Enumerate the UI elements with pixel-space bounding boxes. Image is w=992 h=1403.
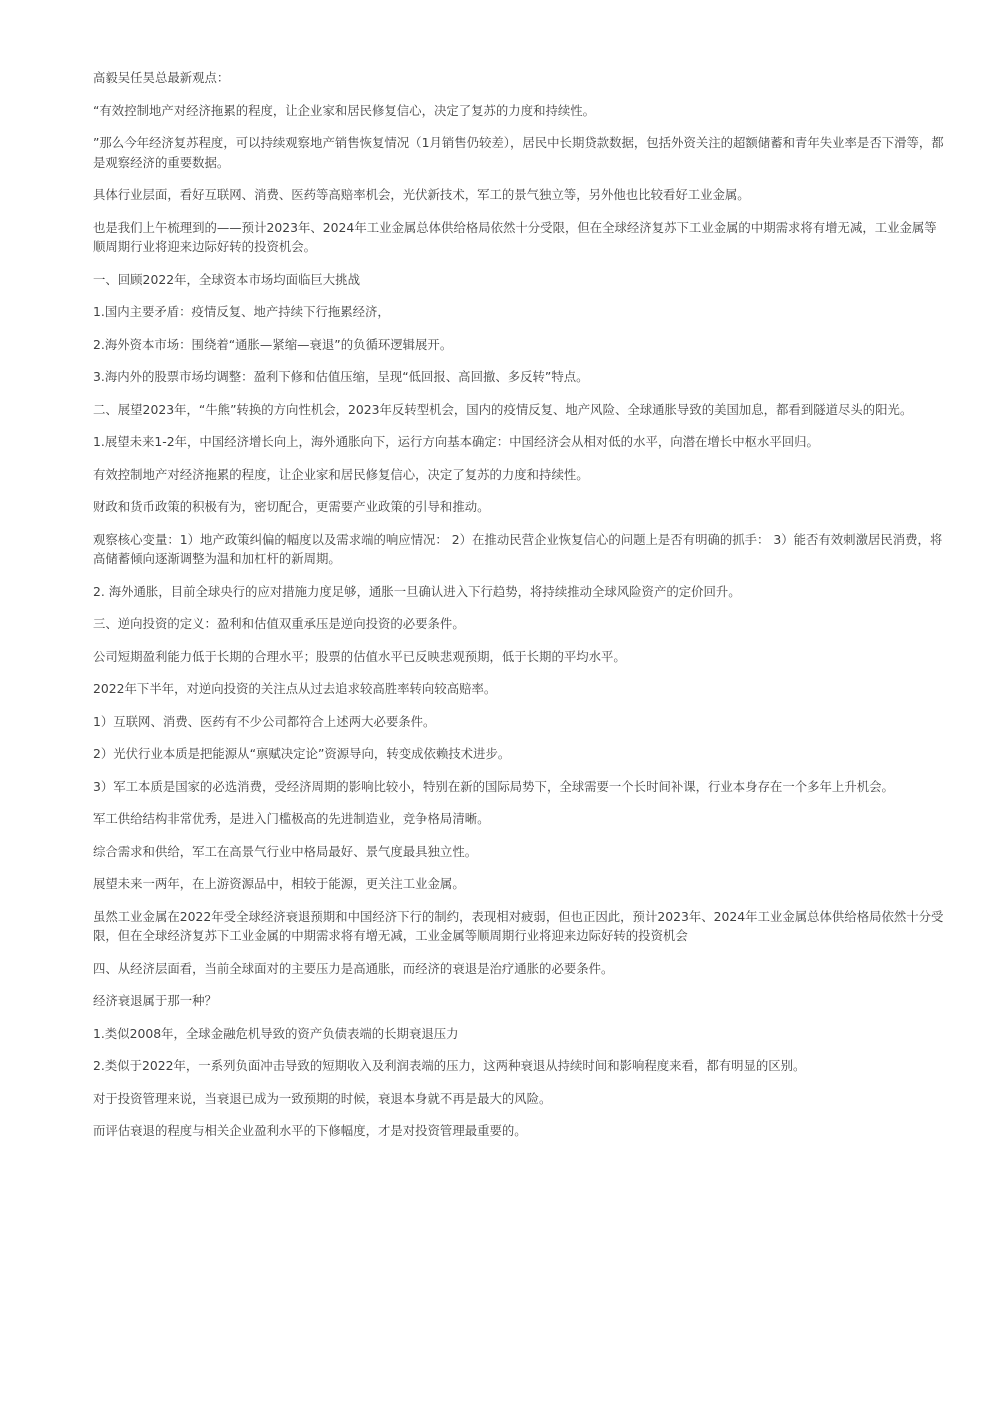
list-item: 2. 海外通胀，目前全球央行的应对措施力度足够，通胀一旦确认进入下行趋势，将持续推动全球风险资产的定价回升。 bbox=[93, 583, 741, 599]
list-item: 1.国内主要矛盾：疫情反复、地产持续下行拖累经济， bbox=[93, 304, 390, 319]
list-item: 2.海外资本市场：围绕着“通胀—紧缩—衰退”的负循环逻辑展开。 bbox=[93, 336, 453, 352]
list-item: 2.类似于2022年，一系列负面冲击导致的短期收入及利润表端的压力，这两种衰退从持续时间和影响程度来看，都有明显的区别。 bbox=[93, 1058, 806, 1073]
body-paragraph: ”那么今年经济复苏程度，可以持续观察地产销售恢复情况（1月销售仍较差），居民中长期贷款数据，包括外资关注的超额储蓄和青年失业率是否下滑等，都是观察经济的重要数据。 bbox=[93, 135, 944, 170]
body-paragraph: 军工供给结构非常优秀，是进入门槛极高的先进制造业，竞争格局清晰。 bbox=[93, 811, 490, 826]
list-item: 3）军工本质是国家的必选消费，受经济周期的影响比较小，特别在新的国际局势下，全球需要一个长时间补课，行业本身存在一个多年上升机会。 bbox=[93, 778, 894, 794]
body-paragraph: 2022年下半年，对逆向投资的关注点从过去追求较高胜率转向较高赔率。 bbox=[93, 681, 497, 696]
body-paragraph: 具体行业层面，看好互联网、消费、医药等高赔率机会，光伏新技术，军工的景气独立等，另外他也比较看好工业金属。 bbox=[93, 187, 750, 202]
document-page bbox=[93, 68, 945, 1154]
heading-author-view: 高毅吴任昊总最新观点： bbox=[93, 70, 230, 85]
body-paragraph: 综合需求和供给，军工在高景气行业中格局最好、景气度最具独立性。 bbox=[93, 843, 478, 859]
body-paragraph: 而评估衰退的程度与相关企业盈利水平的下修幅度，才是对投资管理最重要的。 bbox=[93, 1123, 527, 1138]
list-item: 3.海内外的股票市场均调整：盈利下修和估值压缩，呈现“低回报、高回撤、多反转”特点。 bbox=[93, 369, 589, 384]
list-item: 1.类似2008年，全球金融危机导致的资产负债表端的长期衰退压力 bbox=[93, 1025, 459, 1041]
section-heading-1: 一、回顾2022年，全球资本市场均面临巨大挑战 bbox=[93, 271, 360, 287]
body-paragraph: 虽然工业金属在2022年受全球经济衰退预期和中国经济下行的制约，表现相对疲弱，但也正因此，预计2023年、2024年工业金属总体供给格局依然十分受限，但在全球经济复苏下工业金属的中期需求将有增无减，工业金属等顺周期行业将迎来边际好转的投资机会 bbox=[93, 908, 944, 943]
body-paragraph: 公司短期盈利能力低于长期的合理水平；股票的估值水平已反映悲观预期，低于长期的平均水平。 bbox=[93, 648, 626, 664]
quote-paragraph: “有效控制地产对经济拖累的程度，让企业家和居民修复信心，决定了复苏的力度和持续性。 bbox=[93, 102, 596, 118]
list-item: 2）光伏行业本质是把能源从“禀赋决定论”资源导向，转变成依赖技术进步。 bbox=[93, 746, 511, 761]
list-item: 1.展望未来1-2年，中国经济增长向上，海外通胀向下，运行方向基本确定：中国经济会从相对低的水平，向潜在增长中枢水平回归。 bbox=[93, 434, 819, 449]
body-paragraph: 对于投资管理来说，当衰退已成为一致预期的时候，衰退本身就不再是最大的风险。 bbox=[93, 1090, 552, 1106]
body-paragraph: 也是我们上午梳理到的——预计2023年、2024年工业金属总体供给格局依然十分受限，但在全球经济复苏下工业金属的中期需求将有增无减，工业金属等顺周期行业将迎来边际好转的投资机会。 bbox=[93, 219, 937, 254]
body-paragraph: 有效控制地产对经济拖累的程度，让企业家和居民修复信心，决定了复苏的力度和持续性。 bbox=[93, 466, 589, 482]
section-heading-2: 二、展望2023年，“牛熊”转换的方向性机会，2023年反转型机会，国内的疫情反复、地产风险、全球通胀导致的美国加息，都看到隧道尽头的阳光。 bbox=[93, 401, 913, 417]
body-paragraph: 经济衰退属于那一种？ bbox=[93, 993, 217, 1008]
list-item: 1）互联网、消费、医药有不少公司都符合上述两大必要条件。 bbox=[93, 713, 436, 729]
body-paragraph: 观察核心变量：1）地产政策纠偏的幅度以及需求端的响应情况： 2）在推动民营企业恢复信心的问题上是否有明确的抓手： 3）能否有效刺激居民消费，将高储蓄倾向逐渐调整为温和加杠杆的新周期。 bbox=[93, 531, 943, 566]
body-paragraph: 展望未来一两年，在上游资源品中，相较于能源，更关注工业金属。 bbox=[93, 876, 465, 891]
section-heading-4: 四、从经济层面看，当前全球面对的主要压力是高通胀，而经济的衰退是治疗通胀的必要条件。 bbox=[93, 960, 614, 976]
section-heading-3: 三、逆向投资的定义：盈利和估值双重承压是逆向投资的必要条件。 bbox=[93, 616, 465, 631]
body-paragraph: 财政和货币政策的积极有为，密切配合，更需要产业政策的引导和推动。 bbox=[93, 499, 490, 514]
